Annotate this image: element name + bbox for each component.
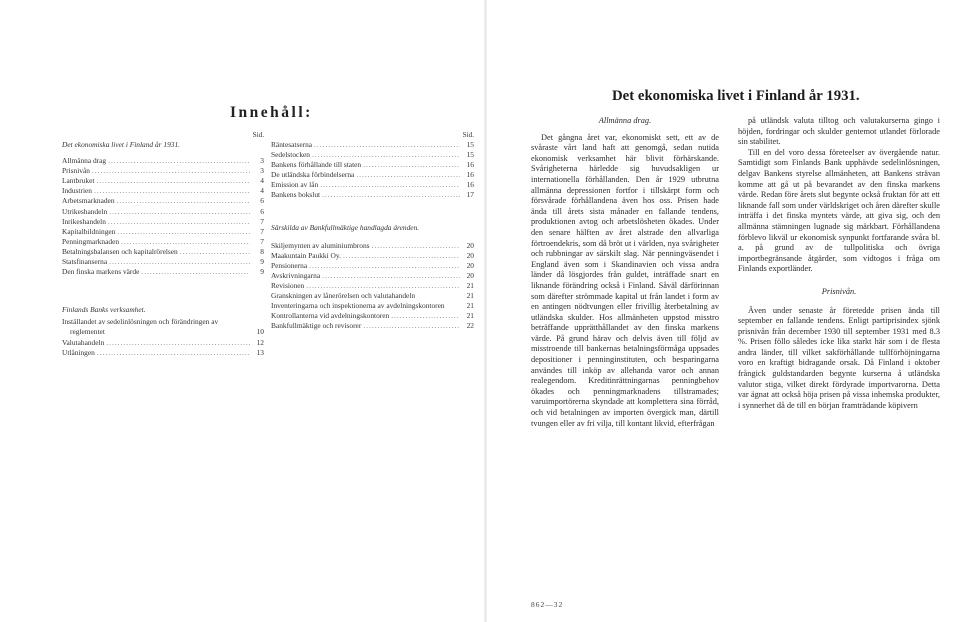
article-paragraph: Till en del voro dessa företeelser av övergående natur. Samtidigt som Finlands Bank upphävde sedelinlösningen, delgav Bankens styrelse allmänheten, att Bankens strävan komme att gå ut på bevarandet av den finska markens värde. Redan före årets slut begynte också fruktan för att ett liknande fall som under världskriget och åren därefter skulle inträffa i det finska myntets värde, att giva sig, och den allmänna stämningen lugnade sig märkbart. Förhållandena förblevo likväl ur ekonomisk synpunkt fortfarande svåra bl. a. på grund av de tullpolitiska och övriga importbegränsande åtgärder, som vidtogos i fråga om Finlands exportländer. — [738, 147, 940, 274]
toc-entry-page: 16 — [466, 160, 474, 170]
toc-entry — [271, 150, 474, 160]
toc-entry-page: 3 — [260, 166, 264, 176]
toc-entry-page: 21 — [466, 291, 474, 301]
toc-entry — [62, 267, 264, 277]
toc-entry-label: Allmänna drag — [62, 156, 107, 166]
toc-leader-dots — [343, 251, 460, 261]
toc-entry — [62, 348, 264, 358]
toc-entry-label: Penningmarknaden — [62, 236, 120, 246]
toc-entry — [62, 176, 264, 186]
article-title: Det ekonomiska livet i Finland år 1931. — [612, 88, 860, 104]
toc-list — [62, 317, 264, 357]
toc-entry — [62, 196, 264, 206]
toc-entry-page: 20 — [466, 260, 474, 270]
toc-leader-dots — [322, 190, 460, 200]
toc-entry — [62, 156, 264, 166]
toc-entry-page: 7 — [260, 216, 264, 226]
toc-column-2 — [271, 130, 474, 332]
toc-entry — [62, 227, 264, 237]
toc-entry-label: Revisionen — [271, 281, 305, 291]
toc-entry-label: Kontrollanterna vid avdelningskontoren — [271, 311, 390, 321]
toc-leader-dots — [309, 261, 460, 271]
toc-column-1 — [62, 130, 264, 358]
toc-entry-page: 15 — [466, 150, 474, 160]
toc-entry — [62, 207, 264, 217]
toc-leader-dots — [108, 156, 250, 166]
toc-entry-page: 21 — [466, 301, 474, 311]
toc-entry — [271, 321, 474, 331]
toc-entry-label: Arbetsmarknaden — [62, 196, 115, 206]
toc-entry-page: 21 — [466, 281, 474, 291]
toc-entry — [271, 160, 474, 170]
toc-heading: Innehåll: — [230, 104, 313, 121]
toc-entry-page: 4 — [260, 186, 264, 196]
toc-entry — [271, 190, 474, 200]
toc-entry-page: 9 — [260, 257, 264, 267]
toc-entry — [62, 338, 264, 348]
toc-leader-dots — [117, 227, 250, 237]
toc-entry-page: 15 — [466, 140, 474, 149]
toc-entry-page: 13 — [256, 347, 264, 357]
toc-entry-page: 16 — [466, 180, 474, 190]
toc-list — [271, 241, 474, 322]
toc-entry — [62, 237, 264, 247]
toc-entry — [271, 271, 474, 281]
toc-entry-label: Bankfullmäktige och revisorer — [271, 321, 362, 331]
toc-leader-dots — [108, 217, 250, 227]
toc-section-title: Det ekonomiska livet i Finland år 1931. — [62, 140, 181, 149]
toc-leader-dots — [306, 281, 460, 291]
toc-entry-page: 7 — [260, 226, 264, 236]
toc-entry-page: 22 — [466, 321, 474, 331]
toc-entry-label: Inventeringarna och inspektionerna av avdelningskontoren — [271, 301, 445, 311]
toc-entry — [62, 166, 264, 176]
toc-entry-label: Bankens förhållande till staten — [271, 160, 362, 170]
article-paragraph: på utländsk valuta tilltog och valutakurserna gingo i höjden, fordringar och skulder gentemot utlandet förlorade sin stabilitet. — [738, 116, 940, 147]
toc-entry-label: Valutahandeln — [62, 337, 105, 347]
section-subtitle: Allmänna drag. — [598, 116, 652, 125]
toc-entry-label: Granskningen av lånerörelsen och valutahandeln — [271, 291, 416, 301]
toc-entry-label: Kapitalbildningen — [62, 226, 116, 236]
toc-entry — [62, 247, 264, 257]
article-column-2 — [738, 116, 940, 411]
toc-leader-dots — [372, 241, 460, 251]
toc-leader-dots — [356, 170, 460, 180]
toc-entry-page: 20 — [466, 270, 474, 280]
toc-entry-page: 20 — [466, 240, 474, 250]
toc-leader-dots — [320, 180, 460, 190]
toc-list — [271, 321, 474, 331]
toc-entry-page: 3 — [260, 156, 264, 166]
toc-leader-dots — [117, 196, 250, 206]
toc-entry-label: Utlåningen — [62, 347, 95, 357]
toc-entry-page: 4 — [260, 176, 264, 186]
toc-entry-label: Utrikeshandeln — [62, 206, 108, 216]
toc-list — [271, 140, 474, 201]
toc-entry-label: Prisnivån — [62, 166, 90, 176]
toc-entry-label: Maakuntain Paukki Oy. — [271, 250, 341, 260]
toc-entry — [271, 311, 474, 321]
toc-entry — [62, 217, 264, 227]
toc-sid-label: Sid. — [462, 131, 474, 139]
toc-leader-dots — [314, 140, 460, 150]
toc-entry-page: 20 — [466, 250, 474, 260]
toc-leader-dots — [97, 348, 250, 358]
toc-entry-page: 10 — [256, 327, 264, 337]
toc-entry-label: Räntesatserna — [271, 140, 313, 149]
toc-leader-dots — [322, 271, 460, 281]
toc-entry-label: Betalningsbalansen och kapitalrörelsen — [62, 246, 178, 256]
toc-entry — [271, 261, 474, 271]
toc-entry — [271, 170, 474, 180]
toc-entry-page: 8 — [260, 246, 264, 256]
toc-entry-label: Pensionerna — [271, 260, 308, 270]
toc-entry-page: 12 — [256, 337, 264, 347]
toc-leader-dots — [391, 311, 460, 321]
toc-leader-dots — [121, 237, 250, 247]
toc-entry-label: Den finska markens värde — [62, 267, 140, 277]
toc-sid-label: Sid. — [252, 131, 264, 139]
toc-entry — [271, 281, 474, 291]
toc-entry-label: Lantbruket — [62, 176, 95, 186]
toc-entry-label: Inställandet av sedelinlösningen och förändringen av reglementet — [62, 317, 219, 337]
toc-entry — [271, 291, 474, 301]
toc-list — [62, 156, 264, 277]
toc-entry — [271, 140, 474, 150]
toc-entry-page: 21 — [466, 311, 474, 321]
article-paragraph: Även under senaste år företedde prisen ända till september en fallande tendens. Enligt partiprisindex sjönk prisnivån från december 1930 till september 1931 med 8.3 %. Prisen föllo således icke lika starkt här som i de flesta andra länder, till vilket sakförhållande tullförhöjningarna voro en kraftigt bidragande orsak. Då Finland i oktober frångick guldstandarden begynte kurserna å utländska valutor stiga, vilket direkt fördyrade importvarorna. Detta var ägnat att också höja prisen på vissa inhemska produkter, i synnerhet då de till en början framträdande köpivern — [738, 305, 940, 410]
toc-leader-dots — [94, 186, 250, 196]
toc-entry-label: Avskrivningarna — [271, 270, 321, 280]
toc-entry-label: Skiljemynten av aluminiumbrons — [271, 240, 370, 250]
toc-entry-label: Emission av lån — [271, 180, 319, 190]
toc-leader-dots — [106, 338, 250, 348]
toc-section-title: Särskilda av Bankfullmäktige handlagda ärenden. — [271, 222, 420, 232]
toc-entry-page: 6 — [260, 206, 264, 216]
toc-leader-dots — [109, 257, 250, 267]
toc-entry — [62, 186, 264, 196]
toc-entry — [271, 180, 474, 190]
toc-entry-label: De utländska förbindelserna — [271, 170, 355, 180]
toc-leader-dots — [92, 166, 250, 176]
article-paragraph: Det gångna året var, ekonomiskt sett, ett av de svåraste vårt land haft att genomgå, sedan nutida ekonomisk verksamhet här blivit förhärskande. Svårigheterna härledde sig huvudsakligen ur internationella förhållanden. Den år 1929 utbrutna allmänna depressionen fortfor i tillskärpt form och försvårade förhållandena även hos oss. Prisen hade ända till årets sista månader en fallande tendens, produktionen avtog och arbetslösheten ökades. Under den senare hälften av året alstrade den allvarliga förtroendekris, som då bröt ut i världen, nya svårigheter och rubbningar av särskilt slag. När penningväsendet i England även som i Skandinavien och vissa andra länder då lösgjordes från guldet, inträffade snart en liknande förändring också i Finland. Såväl därförinnan som därefter strömmade kapital ut från landet i form av en antingen nödtvungen eller frivillig återbetalning av utländska skulder. Hos allmänheten uppstod misstro beträffande upprätthållandet av den finska markens värde. På grund härav och delvis även till följd av misstroende till bankernas betalningsförmåga uppsades depositioner i penninginstituten, och besparingarna användes till inköp av allehanda varor och annan realegendom. Kreditinrättningarnas penningbehov ökades och penningmarknadens tillstramades; varuimportörerna skyndade att komplettera sina förråd, och vid betalningen av importen övergick man, därtill tvungen eller av fri vilja, till kontant likvid, efterfrågan — [531, 132, 719, 428]
toc-entry-label: Statsfinanserna — [62, 257, 108, 267]
toc-leader-dots — [180, 247, 250, 257]
article-column-1 — [531, 116, 719, 429]
toc-entry-label: Inrikeshandeln — [62, 216, 106, 226]
toc-entry-page: 16 — [466, 170, 474, 180]
toc-leader-dots — [363, 321, 460, 331]
toc-entry-page: 7 — [260, 236, 264, 246]
toc-entry-page: 6 — [260, 196, 264, 206]
toc-entry — [271, 301, 474, 311]
toc-entry — [271, 241, 474, 251]
toc-entry-label: Industrien — [62, 186, 92, 196]
toc-section-title: Finlands Banks verksamhet. — [62, 305, 146, 315]
toc-entry-label: Bankens bokslut — [271, 190, 321, 200]
toc-entry — [62, 257, 264, 267]
toc-entry-label: Sedelstocken — [271, 150, 310, 160]
toc-leader-dots — [109, 207, 250, 217]
toc-leader-dots — [96, 176, 250, 186]
toc-leader-dots — [363, 160, 460, 170]
toc-leader-dots — [312, 150, 460, 160]
toc-leader-dots — [141, 267, 250, 277]
toc-entry-page: 17 — [466, 190, 474, 200]
toc-entry — [62, 317, 264, 337]
toc-entry — [271, 251, 474, 261]
section-subtitle: Prisnivån. — [821, 286, 857, 296]
page-number: 862—32 — [531, 600, 564, 609]
toc-entry-page: 9 — [260, 267, 264, 277]
